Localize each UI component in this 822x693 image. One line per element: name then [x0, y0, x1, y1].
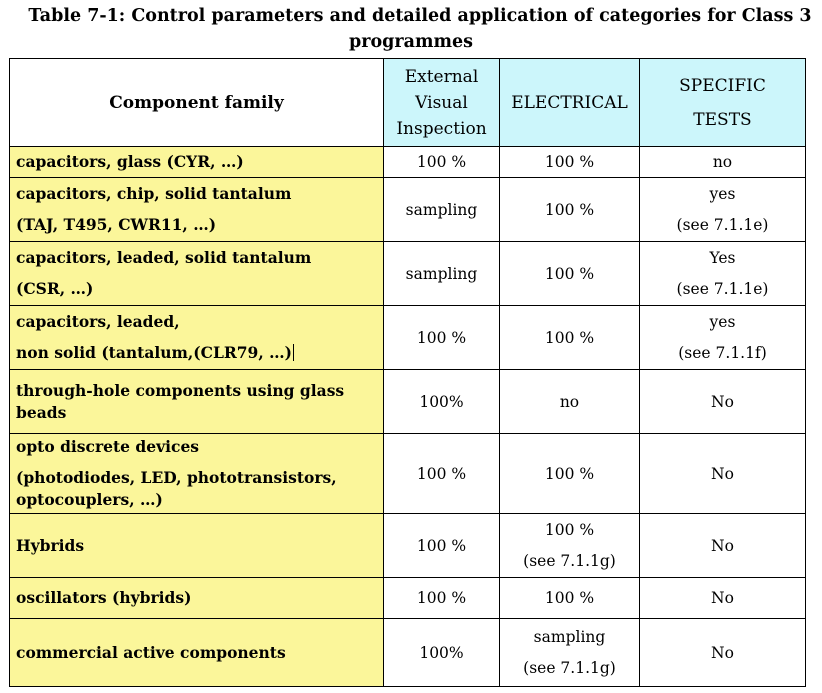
cell-line: beads — [16, 402, 67, 422]
cell-line: optocouplers, …) — [16, 490, 163, 509]
table-row — [10, 578, 806, 619]
cell-specific-tests — [640, 619, 806, 687]
cell-line: capacitors, leaded, — [16, 312, 180, 331]
cell-line: Yes — [709, 249, 736, 267]
cell-electrical — [500, 242, 640, 306]
cell-line: yes — [709, 313, 736, 331]
cell-line: 100 % — [416, 328, 467, 347]
cell-line: (photodiodes, LED, phototransistors, — [16, 468, 337, 487]
cell-line: No — [711, 536, 734, 555]
cell-line: sampling — [405, 264, 478, 283]
cell-visual-inspection — [384, 578, 500, 619]
cell-line: 100 % — [416, 536, 467, 555]
cell-line: No — [711, 589, 734, 607]
caption-line-2: programmes — [349, 32, 473, 52]
cell-visual-inspection — [384, 619, 500, 687]
cell-visual-inspection — [384, 242, 500, 306]
table-row — [10, 370, 806, 434]
cell-line: (see 7.1.1g) — [523, 552, 616, 570]
cell-electrical — [500, 306, 640, 370]
cell-specific-tests — [640, 242, 806, 306]
cell-line-text: non solid (tantalum,(CLR79, …) — [16, 343, 292, 362]
cell-line: 100 % — [544, 200, 595, 219]
cell-component-family — [10, 370, 384, 434]
cell-component-family — [10, 147, 384, 178]
cell-line: commercial active components — [16, 642, 286, 662]
cell-line: 100 % — [544, 589, 595, 607]
header-component-family: Component family — [10, 59, 384, 147]
cell-line: 100 % — [416, 589, 467, 607]
cell-visual-inspection — [384, 514, 500, 578]
cell-line: yes — [709, 185, 736, 203]
cell-visual-inspection — [384, 306, 500, 370]
cell-component-family — [10, 178, 384, 242]
cell-specific-tests — [640, 578, 806, 619]
cell-line: 100 % — [544, 264, 595, 283]
cell-line: 100 % — [544, 328, 595, 347]
cell-line: 100 % — [416, 153, 467, 171]
table-row — [10, 147, 806, 178]
cell-line: (see 7.1.1e) — [676, 280, 769, 298]
cell-visual-inspection — [384, 147, 500, 178]
header-row — [10, 59, 806, 147]
table-row — [10, 434, 806, 514]
cell-line: no — [559, 392, 580, 411]
cell-line: capacitors, leaded, solid tantalum — [16, 248, 312, 267]
header-visual-line: Visual — [415, 92, 468, 113]
cell-line: opto discrete devices — [16, 437, 200, 456]
header-visual-line: Inspection — [396, 118, 487, 139]
header-external-visual-inspection — [384, 59, 500, 147]
cell-component-family — [10, 434, 384, 514]
cell-component-family — [10, 242, 384, 306]
cell-electrical — [500, 578, 640, 619]
cell-line: 100% — [419, 392, 464, 411]
cell-component-family — [10, 578, 384, 619]
cell-line: Hybrids — [16, 535, 85, 555]
cell-electrical — [500, 619, 640, 687]
cell-line: (see 7.1.1f) — [678, 344, 767, 362]
header-electrical: ELECTRICAL — [500, 59, 640, 147]
cell-component-family — [10, 514, 384, 578]
cell-component-family — [10, 619, 384, 687]
cell-line: sampling — [533, 628, 606, 646]
cell-line: No — [711, 464, 734, 483]
cell-line: 100 % — [416, 464, 467, 483]
table-row — [10, 619, 806, 687]
cell-specific-tests — [640, 514, 806, 578]
cell-specific-tests — [640, 306, 806, 370]
cell-specific-tests — [640, 147, 806, 178]
cell-line: (CSR, …) — [16, 279, 94, 298]
cell-line: No — [711, 643, 734, 662]
cell-line: sampling — [405, 200, 478, 219]
text-cursor — [293, 344, 294, 361]
cell-electrical — [500, 147, 640, 178]
cell-component-family — [10, 306, 384, 370]
cell-line: 100 % — [544, 153, 595, 171]
cell-visual-inspection — [384, 434, 500, 514]
cell-line: no — [712, 153, 733, 171]
cell-line: (TAJ, T495, CWR11, …) — [16, 215, 217, 234]
table-row — [10, 178, 806, 242]
cell-specific-tests — [640, 178, 806, 242]
cell-line: capacitors, chip, solid tantalum — [16, 184, 292, 203]
cell-line: 100% — [419, 643, 464, 662]
header-specific-line: TESTS — [693, 109, 752, 130]
cell-line: (see 7.1.1g) — [523, 659, 616, 677]
cell-line: (see 7.1.1e) — [676, 216, 769, 234]
header-specific-line: SPECIFIC — [679, 75, 766, 96]
cell-line: oscillators (hybrids) — [16, 588, 192, 607]
header-specific-tests — [640, 59, 806, 147]
cell-specific-tests — [640, 434, 806, 514]
cell-visual-inspection — [384, 178, 500, 242]
table-row — [10, 306, 806, 370]
header-visual-line: External — [404, 66, 479, 87]
cell-line: 100 % — [544, 464, 595, 483]
table-row — [10, 514, 806, 578]
cell-specific-tests — [640, 370, 806, 434]
caption-line-1: Table 7-1: Control parameters and detailed application of categories for Class 3 — [28, 6, 812, 26]
cell-line: 100 % — [544, 521, 595, 539]
cell-line: No — [711, 392, 734, 411]
cell-line: through-hole components using glass — [16, 380, 345, 400]
table-row — [10, 242, 806, 306]
cell-electrical — [500, 514, 640, 578]
cell-electrical — [500, 370, 640, 434]
cell-electrical — [500, 434, 640, 514]
cell-line — [16, 342, 383, 364]
control-parameters-table — [9, 58, 806, 687]
cell-visual-inspection — [384, 370, 500, 434]
cell-line: capacitors, glass (CYR, …) — [16, 152, 244, 171]
table-caption — [0, 2, 822, 56]
cell-electrical — [500, 178, 640, 242]
